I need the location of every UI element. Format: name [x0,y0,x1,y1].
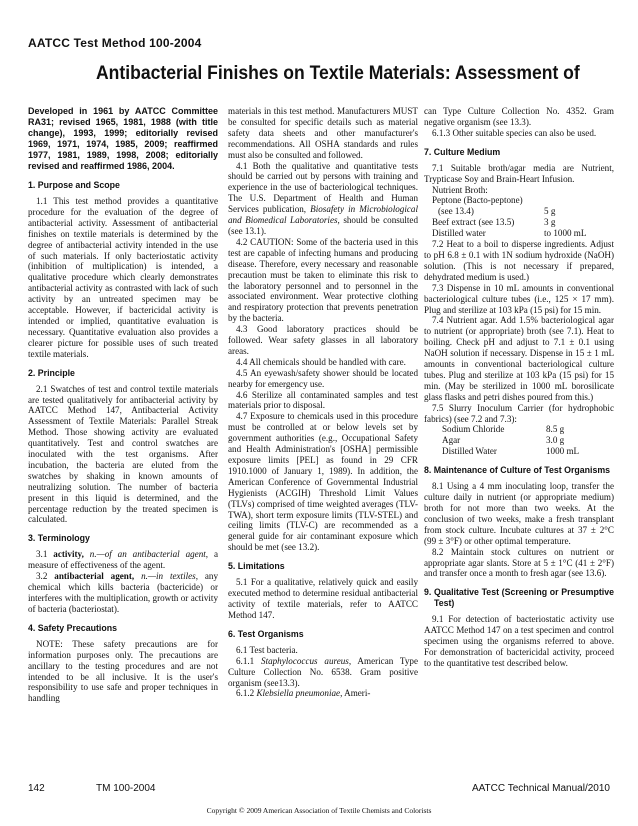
copyright-line: Copyright © 2009 American Association of Textile Chemists and Colorists [206,806,432,815]
paragraph-7-4: 7.4 Nutrient agar. Add 1.5% bacteriological agar to nutrient (or appropriate) broth (see 7.1). Heat to boiling. Check pH and adjust to 7.1 ± 0.1 using NaOH solution if necessary. Dispense in 15 ± 1 mL amounts in conventional bacteriological culture tubes. Plug and sterilize at 103 kPa (15 psi) for 15 min. (May be sterilized in 1000 mL borosilicate glass flasks and petri dishes poured from this.) [424,315,614,402]
paragraph-7-1: 7.1 Suitable broth/agar media are Nutrient, Trypticase Soy and Brain-Heart Infusion. [424,162,614,184]
paragraph-4-4: 4.4 All chemicals should be handled with care. [236,356,406,367]
column-1 [28,106,218,704]
development-history: Developed in 1961 by AATCC Committee RA31; revised 1965, 1981, 1988 (with title change), 1993, 1999; editorially revised 1969, 1971, 1974, 1985, 2009; reaffirmed 1977, 1981, 1989, 1998, 2008; editorially revised and reaffirmed 1986, 2004. [28,106,218,171]
section-heading-test-organisms: 6. Test Organisms [228,628,304,639]
definition-activity: 3.1 activity, n.—of an antibacterial agent, a measure of effectiveness of the agent. [28,549,218,571]
footer-publication: AATCC Technical Manual/2010 [471,783,610,794]
footer-method: TM 100-2004 [96,783,156,794]
column-2 [228,106,418,699]
paragraph-continuation: can Type Culture Collection No. 4352. Gram negative organism (see 13.3). [424,106,614,127]
section-heading-terminology: 3. Terminology [28,533,90,544]
section-heading-qualitative-test: 9. Qualitative Test (Screening or Presumptive Test) [424,587,614,609]
paragraph-8-2: 8.2 Maintain stock cultures on nutrient or appropriate agar slants. Store at 5 ± 1°C (41 ± 2°F) and transfer once a month to fresh agar (see 13.6). [424,546,614,579]
paragraph-continuation: materials in this test method. Manufacturers MUST be consulted for specific details such as material safety data sheets and other manufacturer's recommendations. All OSHA standards and rules must also be consulted and followed. [228,106,418,160]
recipe-row: Beef extract (see 13.5) 3 g [432,217,556,228]
recipe-row: Peptone (Bacto-peptone) [432,195,523,206]
paragraph-5-1: 5.1 For a qualitative, relatively quick and easily executed method to determine residual antibacterial activity of textile materials, refer to AATCC Method 147. [228,577,418,620]
slurry-row: Distilled Water 1000 mL [442,446,580,457]
slurry-row: Agar 3.0 g [442,435,565,446]
definition-antibacterial-agent: 3.2 antibacterial agent, n.—in textiles, any chemical which kills bacteria (bactericide) or interferes with the multiplication, growth or activity of bacteria (bacteriostat). [28,571,219,614]
paragraph-7-5: 7.5 Slurry Inoculum Carrier (for hydrophobic fabrics) (see 7.2 and 7.3): [424,402,614,424]
section-heading-safety: 4. Safety Precautions [28,622,117,633]
section-heading-purpose: 1. Purpose and Scope [28,180,120,190]
paragraph-6-1-3: 6.1.3 Other suitable species can also be used. [432,127,597,138]
paragraph-6-1: 6.1 Test bacteria. [236,644,298,655]
section-heading-culture-medium: 7. Culture Medium [424,146,501,157]
section-heading-maintenance: 8. Maintenance of Culture of Test Organisms [424,465,611,476]
paragraph-4-2: 4.2 CAUTION: Some of the bacteria used in this test are capable of infecting humans and producing disease. Therefore, every necessary and reasonable precaution must be taken to eliminate this risk to the laboratory personnel and to personnel in the associated environment. Wear protective clothing and respiratory protection that prevents penetration by the bacteria. [228,236,418,324]
recipe-row: Distilled water to 1000 mL [432,228,587,239]
running-header: AATCC Test Method 100-2004 [28,36,202,50]
section-heading-limitations: 5. Limitations [228,561,285,572]
paragraph-4-1: 4.1 Both the qualitative and quantitative tests should be carried out by persons with training and experience in the use of bacteriological techniques. The U.S. Department of Health and Human Services publication, Biosafety in Microbiological and Biomedical Laboratories, should be consulted (see 13.1). [228,160,418,236]
page-number: 142 [28,783,45,794]
paragraph-4-3: 4.3 Good laboratory practices should be followed. Wear safety glasses in all laboratory areas. [228,324,418,356]
paragraph-4-5: 4.5 An eyewash/safety shower should be located nearby for emergency use. [228,367,418,389]
paragraph-1-1: 1.1 This test method provides a quantitative procedure for the evaluation of the degree of antibacterial activity. Assessment of antibacterial finishes on textile materials is determined by the degree of antibacterial activity intended in the use of such materials. If only bacteriostatic activity (inhibition of multiplication) is intended, a qualitative procedure which clearly demonstrates antibacterial activity as contrasted with lack of such activity by an untreated specimen may be acceptable. However, if bactericidal activity is intended or implied, quantitative evaluation is necessary. Quantitative evaluation also provides a clearer picture for possible uses of such treated textile materials. [28,196,218,359]
paragraph-8-1: 8.1 Using a 4 mm inoculating loop, transfer the culture daily in nutrient (or appropriate medium) broth for not more than two weeks. At the conclusion of two weeks, make a fresh transplant from stock culture. Incubate cultures at 37 ± 2°C (99 ± 3°F) or other optimal temperature. [424,481,614,546]
section-heading-principle: 2. Principle [28,367,75,378]
paragraph-7-3: 7.3 Dispense in 10 mL amounts in conventional bacteriological culture tubes (i.e., 125 × 17 mm). Plug and sterilize at 103 kPa (15 psi) for 15 min. [424,282,614,315]
recipe-title: Nutrient Broth: [432,184,488,195]
recipe-row: (see 13.4) 5 g [438,206,556,217]
paragraph-6-1-1: 6.1.1 Staphylococcus aureus, American Type Culture Collection No. 6538. Gram positive organism (see13.3). [228,655,418,688]
slurry-row: Sodium Chloride 8.5 g [442,424,565,435]
paragraph-9-1: 9.1 For detection of bacteriostatic activity use AATCC Method 147 on a test specimen and control specimen using the organisms referred to above. For demonstration of bactericidal activity, proceed to the quantitative test described below. [424,614,614,668]
paragraph-7-2: 7.2 Heat to a boil to disperse ingredients. Adjust to pH 6.8 ± 0.1 with 1N sodium hydroxide (NaOH) solution. (This is not necessary if prepared, dehydrated medium is used.) [424,239,614,282]
paragraph-6-1-2: 6.1.2 Klebsiella pneumoniae, Ameri- [236,688,371,699]
column-3 [424,106,614,669]
document-title: Antibacterial Finishes on Textile Materials: Assessment of [96,62,580,84]
safety-note: NOTE: These safety precautions are for information purposes only. The precautions are ancillary to the testing procedures and are not intended to be all inclusive. It is the user's responsibility to use safe and proper techniques in handling [28,638,218,704]
paragraph-2-1: 2.1 Swatches of test and control textile materials are tested qualitatively for antibacterial activity by AATCC Method 147, Antibacterial Activity Assessment of Textile Materials: Parallel Streak Method. Those showing activity are evaluated quantitatively. Test and control swatches are inoculated with the test organisms. After incubation, the bacteria are eluted from the swatches by shaking in known amounts of neutralizing solution. The number of bacteria present in this liquid is determined, and the percentage reduction by the treated specimen is calculated. [28,383,218,525]
paragraph-4-7: 4.7 Exposure to chemicals used in this procedure must be controlled at or below levels set by government authorities (e.g., Occupational Safety and Health Administration's [OSHA] permissible exposure limits [PEL] as found in 29 CFR 1910.1000 of January 1, 1989). In addition, the American Conference of Governmental Industrial Hygienists (ACGIH) Threshold Limit Values (TLVs) comprised of time weighted averages (TLV-TWA), short term exposure limits (TLV-STEL) and ceiling limits (TLV-C) are recommended as a general guide for air contaminant exposure which should be met (see 13.2). [228,411,418,553]
paragraph-4-6: 4.6 Sterilize all contaminated samples and test materials prior to disposal. [228,389,418,411]
